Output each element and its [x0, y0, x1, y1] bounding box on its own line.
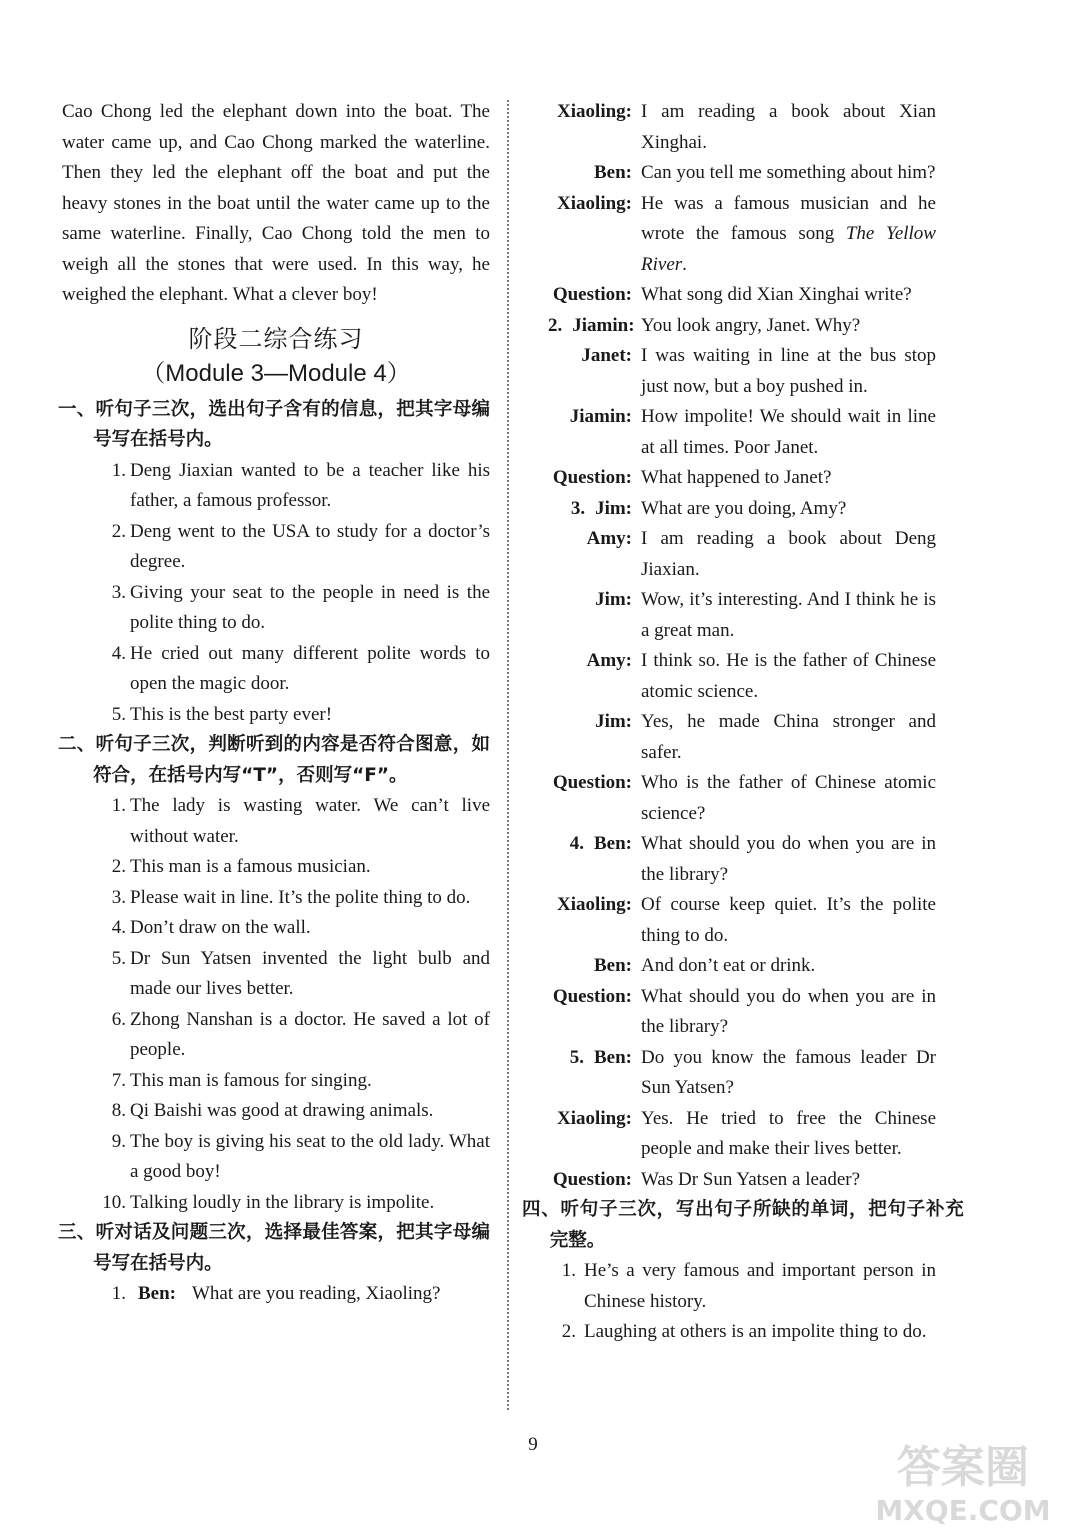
- item-number: 2.: [111, 520, 126, 542]
- dialogue-line: [548, 97, 936, 158]
- item-number: 8.: [111, 1100, 126, 1121]
- speaker-name: Xiaoling:: [557, 894, 632, 915]
- speaker-name: Question:: [552, 284, 632, 305]
- speaker-name: Question:: [552, 772, 632, 793]
- speaker: [548, 402, 632, 433]
- dialogue-line: [548, 646, 936, 707]
- dialogue-line: [548, 311, 936, 342]
- dialogue-line: [548, 585, 936, 646]
- speaker: [548, 646, 632, 677]
- item-text: Dr Sun Yatsen invented the light bulb and made our lives better.: [130, 947, 490, 999]
- item-text: Talking loudly in the library is impolite.: [130, 1191, 435, 1213]
- item-text: Giving your seat to the people in need is the polite thing to do.: [130, 581, 490, 633]
- speaker: [548, 768, 632, 799]
- speaker-name: Ben:: [594, 1046, 632, 1068]
- item-number: 2.: [561, 1321, 576, 1342]
- list-item: [62, 1005, 490, 1066]
- item-text: The boy is giving his seat to the old lady. What a good boy!: [130, 1130, 490, 1182]
- speaker-name: Jim:: [595, 589, 632, 610]
- item-text: He cried out many different polite words to open the magic door.: [130, 642, 490, 694]
- dialogue-line: [548, 524, 936, 585]
- speaker: [548, 189, 632, 220]
- speaker: [548, 890, 632, 921]
- speaker-name: Jim:: [595, 497, 632, 519]
- dialogue-line: [548, 280, 936, 311]
- list-item: [62, 883, 490, 914]
- watermark-url: MXQE.COM: [875, 1494, 1051, 1527]
- item-number: 3.: [111, 886, 126, 908]
- dialogue-line: [548, 829, 936, 890]
- dialogue-text: Can you tell me something about him?: [641, 162, 936, 183]
- speaker: [548, 158, 632, 189]
- list-item: [62, 639, 490, 700]
- list-item: [62, 517, 490, 578]
- dialogue-text: What should you do when you are in the library?: [641, 833, 936, 885]
- dialogue-text: What should you do when you are in the library?: [641, 985, 936, 1037]
- dialogue-text: Of course keep quiet. It’s the polite thing to do.: [641, 894, 936, 946]
- watermark-text: 答案圈: [897, 1442, 1029, 1493]
- dialogue-line: [548, 982, 936, 1043]
- item-number: 9.: [111, 1130, 126, 1152]
- list-item: [62, 1127, 490, 1188]
- speaker: Ben:: [138, 1283, 176, 1304]
- item-text: This man is a famous musician.: [130, 856, 371, 877]
- item-number: 10.: [102, 1191, 126, 1213]
- item-text: Laughing at others is an impolite thing to do.: [584, 1321, 927, 1342]
- list-item: [548, 1256, 936, 1317]
- part1-list: [62, 456, 490, 731]
- list-item: [62, 852, 490, 883]
- speaker: [548, 97, 632, 128]
- item-number: 2.: [548, 314, 563, 336]
- punctuation: .: [682, 253, 687, 275]
- speaker-name: Question:: [552, 467, 632, 488]
- dialogue-text: How impolite! We should wait in line at all times. Poor Janet.: [641, 406, 936, 458]
- item-number: 5.: [111, 703, 126, 725]
- item-text: Deng went to the USA to study for a doctor’s degree.: [130, 520, 490, 572]
- dialogue-line: [548, 1104, 936, 1165]
- list-item: [62, 700, 490, 731]
- list-item: [62, 1066, 490, 1097]
- speaker-name: Ben:: [594, 162, 632, 183]
- item-text: The lady is wasting water. We can’t live without water.: [130, 795, 490, 847]
- dialogue-text: What song did Xian Xinghai write?: [641, 284, 912, 305]
- page-number: 9: [528, 1434, 538, 1455]
- item-number: 5.: [569, 1046, 584, 1068]
- speaker-name: Jiamin:: [572, 314, 635, 336]
- speaker: [548, 1165, 632, 1196]
- dialogue-text: What are you doing, Amy?: [641, 497, 847, 519]
- dialogue-line: [548, 951, 936, 982]
- speaker: [548, 280, 632, 311]
- dialogue-text: He was a famous musician and he wrote the famous song: [641, 192, 936, 244]
- list-item: [62, 456, 490, 517]
- dialogue-line: [548, 768, 936, 829]
- item-text: This is the best party ever!: [130, 703, 333, 725]
- dialogue-line: [548, 158, 936, 189]
- item-text: Zhong Nanshan is a doctor. He saved a lot of people.: [130, 1008, 490, 1060]
- item-number: 1.: [111, 795, 126, 816]
- item-number: 3.: [111, 581, 126, 603]
- item-number: 2.: [111, 856, 126, 877]
- dialogue-line: [548, 1043, 936, 1104]
- list-item: [62, 944, 490, 1005]
- part4-list: [548, 1256, 936, 1348]
- dialogue-line: [548, 1165, 936, 1196]
- speaker: [548, 524, 632, 555]
- dialogue-text: Who is the father of Chinese atomic science?: [641, 772, 936, 824]
- dialogue-line: [548, 189, 936, 281]
- dialogue-text: Yes. He tried to free the Chinese people and make their lives better.: [641, 1107, 936, 1159]
- watermark-logo: [871, 1430, 1056, 1530]
- item-number: 5.: [111, 947, 126, 969]
- speaker-name: Xiaoling:: [557, 101, 632, 122]
- speaker-name: Xiaoling:: [557, 1107, 632, 1129]
- list-item: [548, 1317, 936, 1348]
- speaker-name: Ben:: [594, 833, 632, 854]
- list-item: [62, 913, 490, 944]
- item-number: 3.: [570, 497, 586, 519]
- dialogue-text: Do you know the famous leader Dr Sun Yatsen?: [641, 1046, 936, 1098]
- item-text: Deng Jiaxian wanted to be a teacher like his father, a famous professor.: [130, 459, 490, 511]
- item-text: Please wait in line. It’s the polite thing to do.: [130, 886, 471, 908]
- speaker: [548, 341, 632, 372]
- dialogue-first-line: [62, 1279, 490, 1310]
- speaker-name: Question:: [552, 985, 632, 1007]
- dialogue-line: [548, 463, 936, 494]
- list-item: [62, 1188, 490, 1219]
- speaker: [548, 1043, 632, 1074]
- dialogue-text: Was Dr Sun Yatsen a leader?: [641, 1168, 861, 1190]
- dialogue-text: What are you reading, Xiaoling?: [192, 1283, 441, 1304]
- speaker: [548, 707, 632, 738]
- left-column: [58, 97, 490, 1310]
- part1-heading: 一、听句子三次，选出句子含有的信息，把其字母编号写在括号内。: [58, 398, 490, 450]
- dialogue-list: [548, 97, 936, 1195]
- dialogue-text: I am reading a book about Deng Jiaxian.: [641, 528, 936, 580]
- speaker-name: Janet:: [581, 345, 632, 366]
- item-text: Qi Baishi was good at drawing animals.: [130, 1100, 434, 1121]
- list-item: [62, 578, 490, 639]
- speaker: [548, 1104, 632, 1135]
- dialogue-text: Yes, he made China stronger and safer.: [641, 711, 936, 763]
- part4-heading: 四、听句子三次，写出句子所缺的单词，把句子补充完整。: [522, 1199, 964, 1251]
- dialogue-text: I was waiting in line at the bus stop just now, but a boy pushed in.: [641, 345, 936, 397]
- item-number: 1.: [561, 1260, 576, 1281]
- right-column: [522, 97, 964, 1348]
- speaker: [548, 463, 632, 494]
- item-number: 1.: [111, 459, 126, 481]
- item-text: Don’t draw on the wall.: [130, 917, 311, 938]
- speaker: [548, 585, 632, 616]
- dialogue-text: I am reading a book about Xian Xinghai.: [641, 101, 936, 153]
- dialogue-line: [548, 494, 936, 525]
- list-item: [62, 1096, 490, 1127]
- dialogue-text: What happened to Janet?: [641, 467, 832, 488]
- speaker-name: Jiamin:: [569, 406, 632, 427]
- speaker-name: Amy:: [586, 650, 632, 671]
- song-title: The Yellow River: [641, 223, 936, 275]
- dialogue-text: I think so. He is the father of Chinese atomic science.: [641, 650, 936, 702]
- dialogue-line: [548, 707, 936, 768]
- column-divider: [507, 100, 509, 1410]
- part3-heading: 三、听对话及问题三次，选择最佳答案，把其字母编号写在括号内。: [58, 1222, 490, 1274]
- speaker-name: Xiaoling:: [557, 192, 632, 214]
- dialogue-line: [548, 341, 936, 402]
- speaker-name: Amy:: [586, 528, 632, 549]
- speaker: [548, 494, 632, 525]
- item-number: 4.: [111, 642, 126, 664]
- item-number: 6.: [111, 1008, 126, 1030]
- story-paragraph: Cao Chong led the elephant down into the boat. The water came up, and Cao Chong marked the waterline. Then they led the elephant off the boat and put the heavy stones in the boat until the water came up to the same waterline. Finally, Cao Chong told the men to weigh all the stones that were used. In this way, he weighed the elephant. What a clever boy!: [62, 101, 490, 305]
- speaker-name: Ben:: [594, 955, 632, 976]
- dialogue-text: Wow, it’s interesting. And I think he is a great man.: [641, 589, 936, 641]
- speaker: [548, 951, 632, 982]
- part2-heading: 二、听句子三次，判断听到的内容是否符合图意，如符合，在括号内写“T”，否则写“F”。: [58, 734, 490, 786]
- section-title: 阶段二综合练习: [188, 324, 364, 353]
- dialogue-text: And don’t eat or drink.: [641, 955, 816, 976]
- item-text: He’s a very famous and important person in Chinese history.: [584, 1260, 936, 1312]
- dialogue-line: [548, 402, 936, 463]
- section-subtitle: （Module 3—Module 4）: [141, 359, 411, 387]
- dialogue-text: You look angry, Janet. Why?: [641, 314, 861, 336]
- speaker-name: Jim:: [595, 711, 632, 732]
- dialogue-line: [548, 890, 936, 951]
- list-item: [62, 791, 490, 852]
- item-number: 4.: [111, 917, 126, 938]
- item-number: 7.: [111, 1069, 126, 1091]
- speaker-name: Question:: [552, 1168, 632, 1190]
- speaker: [548, 982, 632, 1013]
- item-number: 1.: [111, 1283, 126, 1304]
- part2-list: [62, 791, 490, 1218]
- item-text: This man is famous for singing.: [130, 1069, 372, 1091]
- speaker: [548, 829, 632, 860]
- speaker: [548, 311, 635, 342]
- item-number: 4.: [569, 833, 584, 854]
